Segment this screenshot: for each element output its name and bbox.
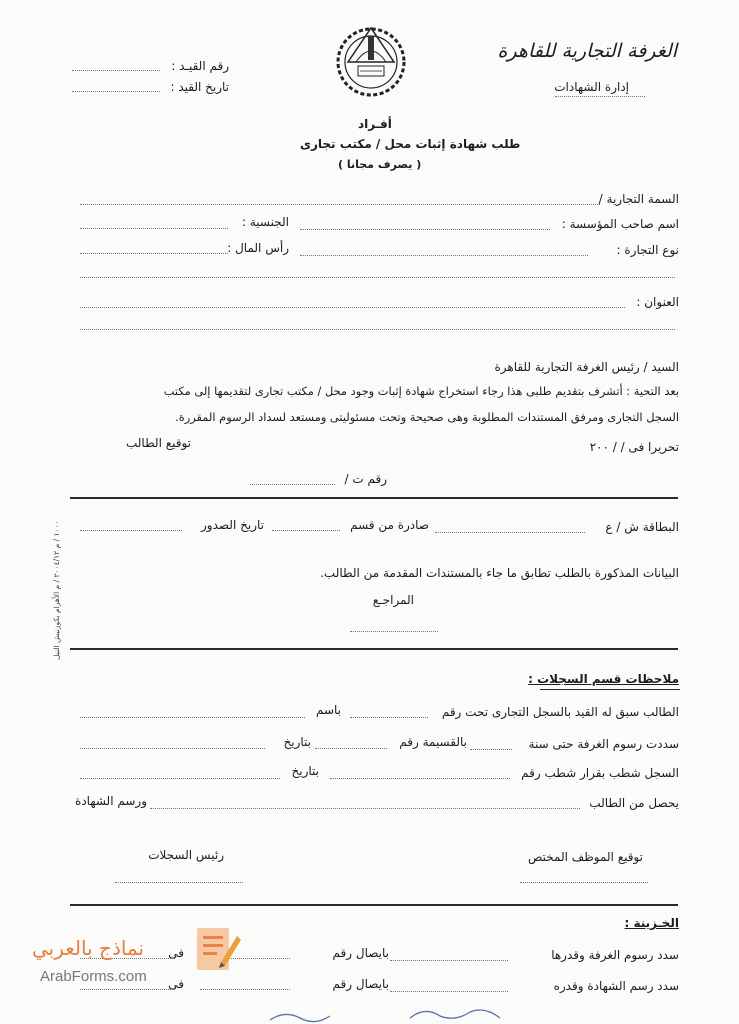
reviewer-sign-field[interactable] xyxy=(350,631,438,632)
reg-no-label: رقم القيـد : xyxy=(171,59,229,73)
owner-name-field[interactable] xyxy=(300,229,550,230)
treasury-title: الخـزينة : xyxy=(624,916,679,930)
struck-date-field[interactable] xyxy=(80,778,280,779)
handwritten-scribble xyxy=(260,1004,520,1024)
treasury-row2-in-label: فى xyxy=(168,977,184,991)
treasury-row2-amount[interactable] xyxy=(390,991,508,992)
fees-year-field[interactable] xyxy=(470,749,512,750)
free-note: ( يصرف مجانا ) xyxy=(338,158,422,171)
capital-label: رأس المال : xyxy=(227,241,289,255)
letter-addressee: السيد / رئيس الغرفة التجارية للقاهرة xyxy=(494,360,679,374)
trade-name-field[interactable] xyxy=(80,204,600,205)
treasury-row1-label: سدد رسوم الغرفة وقدرها xyxy=(551,948,679,962)
issued-from-label: صادرة من قسم xyxy=(350,518,429,532)
treasury-row2-receipt-field[interactable] xyxy=(200,989,290,990)
printer-note: ١٠٠٠ / م ٢٠٠٤/١٢ / م الأهرام بكورنيش النيل xyxy=(52,520,61,660)
category-label: أفـراد xyxy=(358,117,392,131)
address-label: العنوان : xyxy=(636,295,679,309)
department-underline xyxy=(555,96,645,97)
registry-title: ملاحظات قسم السجلات : xyxy=(528,672,679,686)
ref-label: رقم ت / xyxy=(344,472,387,486)
nationality-field[interactable] xyxy=(80,228,228,229)
fees-paid-label: سددت رسوم الغرفة حتى سنة xyxy=(528,737,679,751)
struck-off-label: السجل شطب بقرار شطب رقم xyxy=(521,766,679,780)
employee-sign-label: توقيع الموظف المختص xyxy=(527,850,643,864)
collect-field[interactable] xyxy=(150,808,580,809)
date-written: تحريرا فى / / ٢٠٠ xyxy=(589,440,679,454)
treasury-row1-receipt-label: بايصال رقم xyxy=(332,946,389,960)
divider-3 xyxy=(70,904,678,906)
watermark-latin: ArabForms.com xyxy=(40,968,147,985)
registry-title-underline xyxy=(540,689,680,690)
treasury-row2-date-field[interactable] xyxy=(80,989,175,990)
prev-reg-label: الطالب سبق له القيد بالسجل التجارى تحت رقم xyxy=(441,705,679,719)
ref-field[interactable] xyxy=(250,484,335,485)
verify-text: البيانات المذكورة بالطلب تطابق ما جاء بالمستندات المقدمة من الطالب. xyxy=(320,566,679,580)
collect-label: يحصل من الطالب xyxy=(589,796,679,810)
struck-date-label: بتاريخ xyxy=(291,764,319,778)
fees-date-field[interactable] xyxy=(80,748,265,749)
fees-receipt-field[interactable] xyxy=(315,748,387,749)
issue-date-field[interactable] xyxy=(80,530,182,531)
address-field[interactable] xyxy=(80,307,625,308)
treasury-row2-label: سدد رسم الشهادة وقدره xyxy=(553,979,679,993)
letter-line-1: بعد التحية : أتشرف بتقديم طلبى هذا رجاء استخراج شهادة إثبات وجود محل / مكتب تجارى لتقديمها إلى مكتب xyxy=(163,384,679,398)
trade-type-field[interactable] xyxy=(300,255,588,256)
struck-off-field[interactable] xyxy=(330,778,510,779)
watermark-arabic: نماذج بالعربي xyxy=(32,936,145,960)
chamber-name: الغرفة التجارية للقاهرة xyxy=(497,40,677,62)
employee-sign-field[interactable] xyxy=(520,882,648,883)
extra-line-1[interactable] xyxy=(80,277,675,278)
by-name-field[interactable] xyxy=(80,717,305,718)
trade-name-label: السمة التجارية / xyxy=(598,192,679,206)
receipt-no-label: بالقسيمة رقم xyxy=(399,735,467,749)
reviewer-label: المراجـع xyxy=(372,593,414,607)
issued-from-field[interactable] xyxy=(272,530,340,531)
chamber-emblem xyxy=(330,22,412,102)
letter-line-2: السجل التجارى ومرفق المستندات المطلوبة وهى صحيحة وتحت مسئوليتى ومستعد لسداد الرسوم المقررة. xyxy=(175,410,679,424)
issue-date-label: تاريخ الصدور xyxy=(201,518,264,532)
capital-field[interactable] xyxy=(80,253,228,254)
address-field-2[interactable] xyxy=(80,329,675,330)
cert-fee-label: ورسم الشهادة xyxy=(75,794,147,808)
treasury-row1-amount[interactable] xyxy=(390,960,508,961)
card-label: البطاقة ش / ع xyxy=(605,520,679,534)
card-field[interactable] xyxy=(435,532,585,533)
prev-reg-field[interactable] xyxy=(350,717,428,718)
owner-name-label: اسم صاحب المؤسسة : xyxy=(561,217,679,231)
trade-type-label: نوع التجارة : xyxy=(616,243,679,257)
reg-no-field[interactable] xyxy=(72,70,160,71)
by-name-label: باسم xyxy=(315,703,341,717)
registry-head-label: رئيس السجلات xyxy=(148,848,224,862)
divider-1 xyxy=(70,497,678,499)
fees-date-label: بتاريخ xyxy=(283,735,311,749)
applicant-signature-label: توقيع الطالب xyxy=(125,436,191,450)
treasury-row2-receipt-label: بايصال رقم xyxy=(332,977,389,991)
reg-date-label: تاريخ القيد : xyxy=(170,80,229,94)
divider-2 xyxy=(70,648,678,650)
registry-head-sign-field[interactable] xyxy=(115,882,243,883)
treasury-row1-in-label: فى xyxy=(168,946,184,960)
reg-date-field[interactable] xyxy=(72,91,160,92)
department-name: إدارة الشهادات xyxy=(554,80,629,94)
form-title: طلب شهادة إثبات محل / مكتب تجارى xyxy=(300,137,521,151)
nationality-label: الجنسية : xyxy=(242,215,289,229)
watermark-document-icon xyxy=(195,922,241,974)
